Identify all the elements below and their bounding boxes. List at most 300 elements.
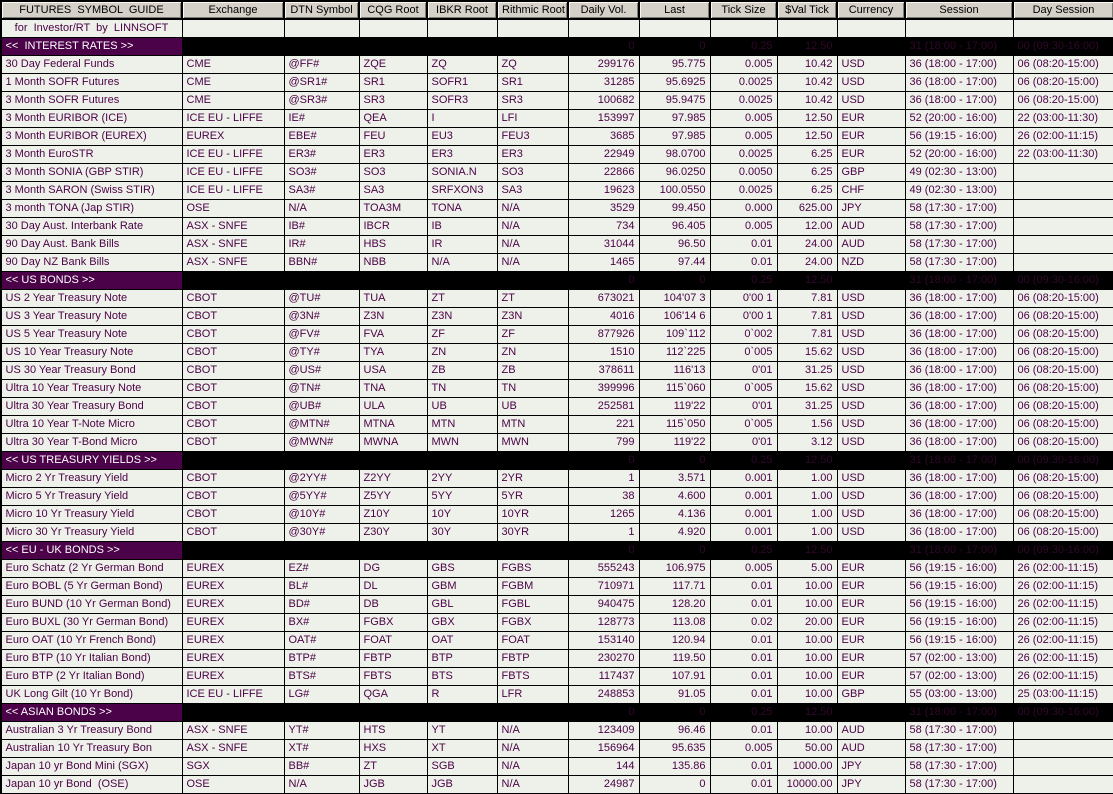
cell-rithmic: SO3 (497, 163, 568, 181)
column-header-last[interactable]: Last (639, 1, 710, 19)
cell-session: 56 (19:15 - 16:00) (905, 127, 1013, 145)
cell-vol: 940475 (568, 595, 639, 613)
cell-cqg (359, 451, 427, 469)
cell-day_session: 06 (08:20-15:00) (1013, 73, 1113, 91)
cell-name: 90 Day NZ Bank Bills (1, 253, 182, 271)
cell-valtick: 1000.00 (777, 757, 837, 775)
column-header-vol[interactable]: Daily Vol. (568, 1, 639, 19)
cell-tick: 0'00 1 (710, 289, 777, 307)
cell-session: 58 (17:30 - 17:00) (905, 253, 1013, 271)
cell-valtick: 12.00 (777, 217, 837, 235)
cell-last: 4.920 (639, 523, 710, 541)
table-row[interactable] (1, 415, 1113, 433)
cell-tick: 0.0050 (710, 163, 777, 181)
cell-exchange (182, 703, 284, 721)
cell-session: 36 (18:00 - 17:00) (905, 505, 1013, 523)
cell-last: 104'07 3 (639, 289, 710, 307)
cell-dtn: IB# (284, 217, 359, 235)
cell-valtick: 10.00 (777, 667, 837, 685)
cell-valtick: 12.50 (777, 109, 837, 127)
cell-tick: 0.005 (710, 109, 777, 127)
cell-ibkr: ZN (427, 343, 497, 361)
cell-day_session: 06 (08:20-15:00) (1013, 343, 1113, 361)
cell-dtn: @FV# (284, 325, 359, 343)
cell-last: 119.50 (639, 649, 710, 667)
cell-name: 3 Month SOFR Futures (1, 91, 182, 109)
cell-ibkr: SOFR3 (427, 91, 497, 109)
cell-vol: 1465 (568, 253, 639, 271)
subtitle-empty-cell (359, 19, 427, 37)
cell-valtick: 24.00 (777, 253, 837, 271)
cell-ibkr: JGB (427, 775, 497, 793)
cell-rithmic: FEU3 (497, 127, 568, 145)
table-row[interactable] (1, 649, 1113, 667)
cell-dtn: IE# (284, 109, 359, 127)
table-row[interactable] (1, 127, 1113, 145)
cell-valtick: 10.42 (777, 55, 837, 73)
cell-name: Micro 5 Yr Treasury Yield (1, 487, 182, 505)
cell-rithmic: ZQ (497, 55, 568, 73)
cell-cqg: HBS (359, 235, 427, 253)
cell-session: 55 (03:00 - 13:00) (905, 685, 1013, 703)
cell-valtick: 12.50 (777, 37, 837, 55)
cell-cqg: FOAT (359, 631, 427, 649)
cell-day_session: 25 (03:00-11:15) (1013, 685, 1113, 703)
table-row[interactable] (1, 685, 1113, 703)
cell-rithmic: N/A (497, 739, 568, 757)
cell-currency: USD (837, 379, 905, 397)
cell-cqg: FBTS (359, 667, 427, 685)
cell-ibkr: 10Y (427, 505, 497, 523)
table-row[interactable] (1, 325, 1113, 343)
cell-tick: 0'01 (710, 433, 777, 451)
cell-name: Japan 10 yr Bond Mini (SGX) (1, 757, 182, 775)
cell-exchange: CBOT (182, 307, 284, 325)
cell-day_session: 22 (03:00-11:30) (1013, 145, 1113, 163)
cell-ibkr: UB (427, 397, 497, 415)
cell-last: 106'14 6 (639, 307, 710, 325)
cell-cqg: Z10Y (359, 505, 427, 523)
cell-last: 120.94 (639, 631, 710, 649)
cell-cqg: ULA (359, 397, 427, 415)
cell-valtick: 10.00 (777, 577, 837, 595)
column-header-name[interactable]: FUTURES SYMBOL GUIDE (1, 1, 182, 19)
table-row[interactable] (1, 559, 1113, 577)
cell-ibkr: 30Y (427, 523, 497, 541)
cell-dtn: LG# (284, 685, 359, 703)
cell-session: 36 (18:00 - 17:00) (905, 325, 1013, 343)
cell-session: 36 (18:00 - 17:00) (905, 415, 1013, 433)
table-row[interactable] (1, 109, 1113, 127)
table-row[interactable] (1, 433, 1113, 451)
cell-day_session: 06 (08:20-15:00) (1013, 361, 1113, 379)
table-row[interactable] (1, 721, 1113, 739)
section-row[interactable] (1, 541, 1113, 559)
cell-last: 0 (639, 37, 710, 55)
table-row[interactable] (1, 613, 1113, 631)
cell-rithmic: N/A (497, 721, 568, 739)
cell-exchange: ASX - SNFE (182, 253, 284, 271)
table-row[interactable] (1, 289, 1113, 307)
cell-vol: 4016 (568, 307, 639, 325)
cell-vol: 378611 (568, 361, 639, 379)
cell-exchange: EUREX (182, 631, 284, 649)
table-row[interactable] (1, 523, 1113, 541)
table-row[interactable] (1, 469, 1113, 487)
cell-name: Micro 10 Yr Treasury Yield (1, 505, 182, 523)
subtitle-empty-cell (639, 19, 710, 37)
cell-day_session: 26 (02:00-11:15) (1013, 127, 1113, 145)
cell-dtn: SO3# (284, 163, 359, 181)
cell-exchange: EUREX (182, 667, 284, 685)
cell-rithmic: ZT (497, 289, 568, 307)
cell-last: 4.136 (639, 505, 710, 523)
cell-day_session: 06 (08:20-15:00) (1013, 289, 1113, 307)
cell-name: Euro BUND (10 Yr German Bond) (1, 595, 182, 613)
column-header-cqg[interactable]: CQG Root (359, 1, 427, 19)
cell-dtn: SA3# (284, 181, 359, 199)
cell-last: 91.05 (639, 685, 710, 703)
table-row[interactable] (1, 145, 1113, 163)
cell-exchange: ICE EU - LIFFE (182, 145, 284, 163)
cell-currency: EUR (837, 613, 905, 631)
cell-exchange: EUREX (182, 613, 284, 631)
cell-vol: 19623 (568, 181, 639, 199)
table-row[interactable] (1, 595, 1113, 613)
table-row[interactable] (1, 757, 1113, 775)
cell-rithmic (497, 451, 568, 469)
cell-rithmic: N/A (497, 217, 568, 235)
cell-tick: 0'00 1 (710, 307, 777, 325)
cell-dtn: @MWN# (284, 433, 359, 451)
table-row[interactable] (1, 91, 1113, 109)
cell-cqg: MTNA (359, 415, 427, 433)
table-row[interactable] (1, 667, 1113, 685)
table-row[interactable] (1, 199, 1113, 217)
cell-currency: USD (837, 55, 905, 73)
cell-ibkr: ZT (427, 289, 497, 307)
section-row[interactable] (1, 271, 1113, 289)
column-header-day_session[interactable]: Day Session (1013, 1, 1113, 19)
table-row[interactable] (1, 181, 1113, 199)
table-row[interactable] (1, 163, 1113, 181)
cell-day_session (1013, 757, 1113, 775)
cell-vol: 3529 (568, 199, 639, 217)
cell-currency (837, 541, 905, 559)
table-row[interactable] (1, 397, 1113, 415)
cell-dtn (284, 541, 359, 559)
cell-exchange: CME (182, 73, 284, 91)
cell-cqg (359, 703, 427, 721)
cell-dtn (284, 703, 359, 721)
cell-last: 98.0700 (639, 145, 710, 163)
cell-session: 36 (18:00 - 17:00) (905, 361, 1013, 379)
cell-tick: 0.0025 (710, 181, 777, 199)
section-row[interactable] (1, 703, 1113, 721)
cell-session: 36 (18:00 - 17:00) (905, 523, 1013, 541)
cell-rithmic (497, 703, 568, 721)
cell-cqg: ER3 (359, 145, 427, 163)
cell-dtn: N/A (284, 199, 359, 217)
cell-currency: AUD (837, 217, 905, 235)
table-row[interactable] (1, 577, 1113, 595)
cell-valtick: 24.00 (777, 235, 837, 253)
cell-ibkr: ZF (427, 325, 497, 343)
cell-session: 58 (17:30 - 17:00) (905, 235, 1013, 253)
cell-currency: EUR (837, 559, 905, 577)
cell-name: Micro 30 Yr Treasury Yield (1, 523, 182, 541)
cell-valtick: 10.00 (777, 649, 837, 667)
cell-rithmic: N/A (497, 199, 568, 217)
cell-dtn: @FF# (284, 55, 359, 73)
cell-currency (837, 37, 905, 55)
cell-currency: USD (837, 397, 905, 415)
cell-rithmic: 5YR (497, 487, 568, 505)
cell-dtn: OAT# (284, 631, 359, 649)
cell-name: 3 Month EURIBOR (ICE) (1, 109, 182, 127)
cell-vol: 22866 (568, 163, 639, 181)
cell-tick: 0.005 (710, 739, 777, 757)
cell-exchange: CBOT (182, 433, 284, 451)
cell-currency: USD (837, 487, 905, 505)
section-row[interactable] (1, 37, 1113, 55)
cell-session: 52 (20:00 - 16:00) (905, 145, 1013, 163)
cell-session: 57 (02:00 - 13:00) (905, 667, 1013, 685)
cell-session: 56 (19:15 - 16:00) (905, 577, 1013, 595)
cell-dtn: @5YY# (284, 487, 359, 505)
cell-tick: 0.01 (710, 595, 777, 613)
cell-tick: 0.005 (710, 127, 777, 145)
cell-dtn: EBE# (284, 127, 359, 145)
cell-ibkr: XT (427, 739, 497, 757)
cell-rithmic: 2YR (497, 469, 568, 487)
table-row[interactable] (1, 55, 1113, 73)
column-header-session[interactable]: Session (905, 1, 1013, 19)
cell-dtn (284, 451, 359, 469)
cell-name: Micro 2 Yr Treasury Yield (1, 469, 182, 487)
cell-session: 31 (18:00 - 17:00) (905, 37, 1013, 55)
cell-rithmic: MTN (497, 415, 568, 433)
cell-day_session: 00 (09:30-16:00) (1013, 271, 1113, 289)
cell-valtick: 12.50 (777, 451, 837, 469)
cell-currency: EUR (837, 631, 905, 649)
cell-cqg (359, 37, 427, 55)
section-title: << ASIAN BONDS >> (1, 703, 182, 721)
cell-vol: 22949 (568, 145, 639, 163)
cell-day_session: 26 (02:00-11:15) (1013, 595, 1113, 613)
column-header-valtick[interactable]: $Val Tick (777, 1, 837, 19)
cell-exchange: CBOT (182, 361, 284, 379)
cell-last: 119'22 (639, 433, 710, 451)
table-row[interactable] (1, 631, 1113, 649)
cell-exchange: EUREX (182, 127, 284, 145)
cell-rithmic: TN (497, 379, 568, 397)
cell-vol: 31044 (568, 235, 639, 253)
cell-ibkr (427, 703, 497, 721)
cell-exchange (182, 451, 284, 469)
cell-valtick: 10.00 (777, 685, 837, 703)
cell-valtick: 15.62 (777, 379, 837, 397)
cell-last: 0 (639, 451, 710, 469)
cell-ibkr: N/A (427, 253, 497, 271)
cell-valtick: 31.25 (777, 397, 837, 415)
column-header-currency[interactable]: Currency (837, 1, 905, 19)
cell-last: 113.08 (639, 613, 710, 631)
cell-cqg: Z30Y (359, 523, 427, 541)
cell-vol: 153140 (568, 631, 639, 649)
cell-last: 128.20 (639, 595, 710, 613)
cell-vol: 1265 (568, 505, 639, 523)
cell-cqg: MWNA (359, 433, 427, 451)
cell-cqg (359, 271, 427, 289)
cell-cqg: SR3 (359, 91, 427, 109)
table-row[interactable] (1, 361, 1113, 379)
cell-exchange: CBOT (182, 487, 284, 505)
cell-ibkr: GBM (427, 577, 497, 595)
cell-name: UK Long Gilt (10 Yr Bond) (1, 685, 182, 703)
cell-currency: USD (837, 505, 905, 523)
cell-valtick: 12.50 (777, 703, 837, 721)
cell-ibkr (427, 37, 497, 55)
cell-dtn: BTS# (284, 667, 359, 685)
cell-session: 36 (18:00 - 17:00) (905, 55, 1013, 73)
cell-ibkr (427, 271, 497, 289)
cell-session: 31 (18:00 - 17:00) (905, 451, 1013, 469)
cell-currency: JPY (837, 775, 905, 793)
cell-vol: 710971 (568, 577, 639, 595)
cell-session: 31 (18:00 - 17:00) (905, 271, 1013, 289)
table-row[interactable] (1, 73, 1113, 91)
cell-name: Australian 10 Yr Treasury Bon (1, 739, 182, 757)
cell-last: 96.46 (639, 721, 710, 739)
cell-valtick: 12.50 (777, 541, 837, 559)
column-header-tick[interactable]: Tick Size (710, 1, 777, 19)
cell-rithmic: N/A (497, 235, 568, 253)
cell-name: 1 Month SOFR Futures (1, 73, 182, 91)
table-row[interactable] (1, 775, 1113, 793)
cell-dtn: BBN# (284, 253, 359, 271)
cell-day_session (1013, 721, 1113, 739)
cell-ibkr: I (427, 109, 497, 127)
cell-tick: 0.01 (710, 649, 777, 667)
cell-exchange: EUREX (182, 559, 284, 577)
cell-valtick: 31.25 (777, 361, 837, 379)
cell-dtn: @MTN# (284, 415, 359, 433)
cell-session: 56 (19:15 - 16:00) (905, 595, 1013, 613)
cell-cqg: FEU (359, 127, 427, 145)
cell-tick: 0.01 (710, 631, 777, 649)
cell-exchange: CBOT (182, 415, 284, 433)
cell-tick: 0`005 (710, 415, 777, 433)
cell-session: 36 (18:00 - 17:00) (905, 379, 1013, 397)
section-row[interactable] (1, 451, 1113, 469)
table-row[interactable] (1, 343, 1113, 361)
section-title: << INTEREST RATES >> (1, 37, 182, 55)
cell-cqg: FGBX (359, 613, 427, 631)
cell-dtn: @SR3# (284, 91, 359, 109)
cell-ibkr: 2YY (427, 469, 497, 487)
cell-dtn: XT# (284, 739, 359, 757)
cell-vol: 153997 (568, 109, 639, 127)
subtitle-empty-cell (427, 19, 497, 37)
column-header-dtn[interactable]: DTN Symbol (284, 1, 359, 19)
cell-rithmic: ER3 (497, 145, 568, 163)
cell-valtick: 12.50 (777, 271, 837, 289)
cell-cqg: USA (359, 361, 427, 379)
cell-dtn: @30Y# (284, 523, 359, 541)
cell-last: 95.6925 (639, 73, 710, 91)
column-header-exchange[interactable]: Exchange (182, 1, 284, 19)
cell-dtn: YT# (284, 721, 359, 739)
cell-session: 36 (18:00 - 17:00) (905, 397, 1013, 415)
cell-rithmic: FGBX (497, 613, 568, 631)
cell-tick: 0.25 (710, 703, 777, 721)
subtitle-empty-cell (710, 19, 777, 37)
cell-currency: USD (837, 415, 905, 433)
cell-day_session: 06 (08:20-15:00) (1013, 433, 1113, 451)
cell-vol: 0 (568, 271, 639, 289)
cell-currency: EUR (837, 649, 905, 667)
cell-rithmic: SR3 (497, 91, 568, 109)
subtitle-empty-cell (568, 19, 639, 37)
cell-day_session: 00 (09:30-16:00) (1013, 37, 1113, 55)
table-row[interactable] (1, 739, 1113, 757)
cell-cqg: NBB (359, 253, 427, 271)
cell-name: US 5 Year Treasury Note (1, 325, 182, 343)
table-row[interactable] (1, 487, 1113, 505)
table-row[interactable] (1, 379, 1113, 397)
cell-currency: USD (837, 307, 905, 325)
cell-currency: EUR (837, 127, 905, 145)
cell-valtick: 10.42 (777, 73, 837, 91)
cell-valtick: 3.12 (777, 433, 837, 451)
cell-cqg: SA3 (359, 181, 427, 199)
table-row[interactable] (1, 505, 1113, 523)
subtitle-empty-cell (837, 19, 905, 37)
table-row[interactable] (1, 217, 1113, 235)
table-row[interactable] (1, 307, 1113, 325)
cell-vol: 3685 (568, 127, 639, 145)
table-row[interactable] (1, 235, 1113, 253)
cell-valtick: 10.00 (777, 721, 837, 739)
cell-ibkr: SONIA.N (427, 163, 497, 181)
cell-valtick: 6.25 (777, 163, 837, 181)
cell-tick: 0.01 (710, 667, 777, 685)
subtitle-empty-cell (497, 19, 568, 37)
cell-dtn (284, 37, 359, 55)
cell-name: Ultra 10 Year T-Note Micro (1, 415, 182, 433)
cell-currency: GBP (837, 163, 905, 181)
table-row[interactable] (1, 253, 1113, 271)
cell-cqg: QGA (359, 685, 427, 703)
cell-rithmic (497, 271, 568, 289)
cell-valtick: 1.00 (777, 487, 837, 505)
cell-day_session: 06 (08:20-15:00) (1013, 379, 1113, 397)
cell-ibkr: SOFR1 (427, 73, 497, 91)
cell-last: 96.50 (639, 235, 710, 253)
cell-last: 0 (639, 541, 710, 559)
cell-valtick: 10000.00 (777, 775, 837, 793)
column-header-ibkr[interactable]: IBKR Root (427, 1, 497, 19)
cell-currency (837, 451, 905, 469)
cell-last: 116'13 (639, 361, 710, 379)
cell-exchange: CME (182, 55, 284, 73)
cell-currency: USD (837, 289, 905, 307)
column-header-rithmic[interactable]: Rithmic Root (497, 1, 568, 19)
cell-rithmic: FOAT (497, 631, 568, 649)
cell-last: 119'22 (639, 397, 710, 415)
cell-ibkr: OAT (427, 631, 497, 649)
